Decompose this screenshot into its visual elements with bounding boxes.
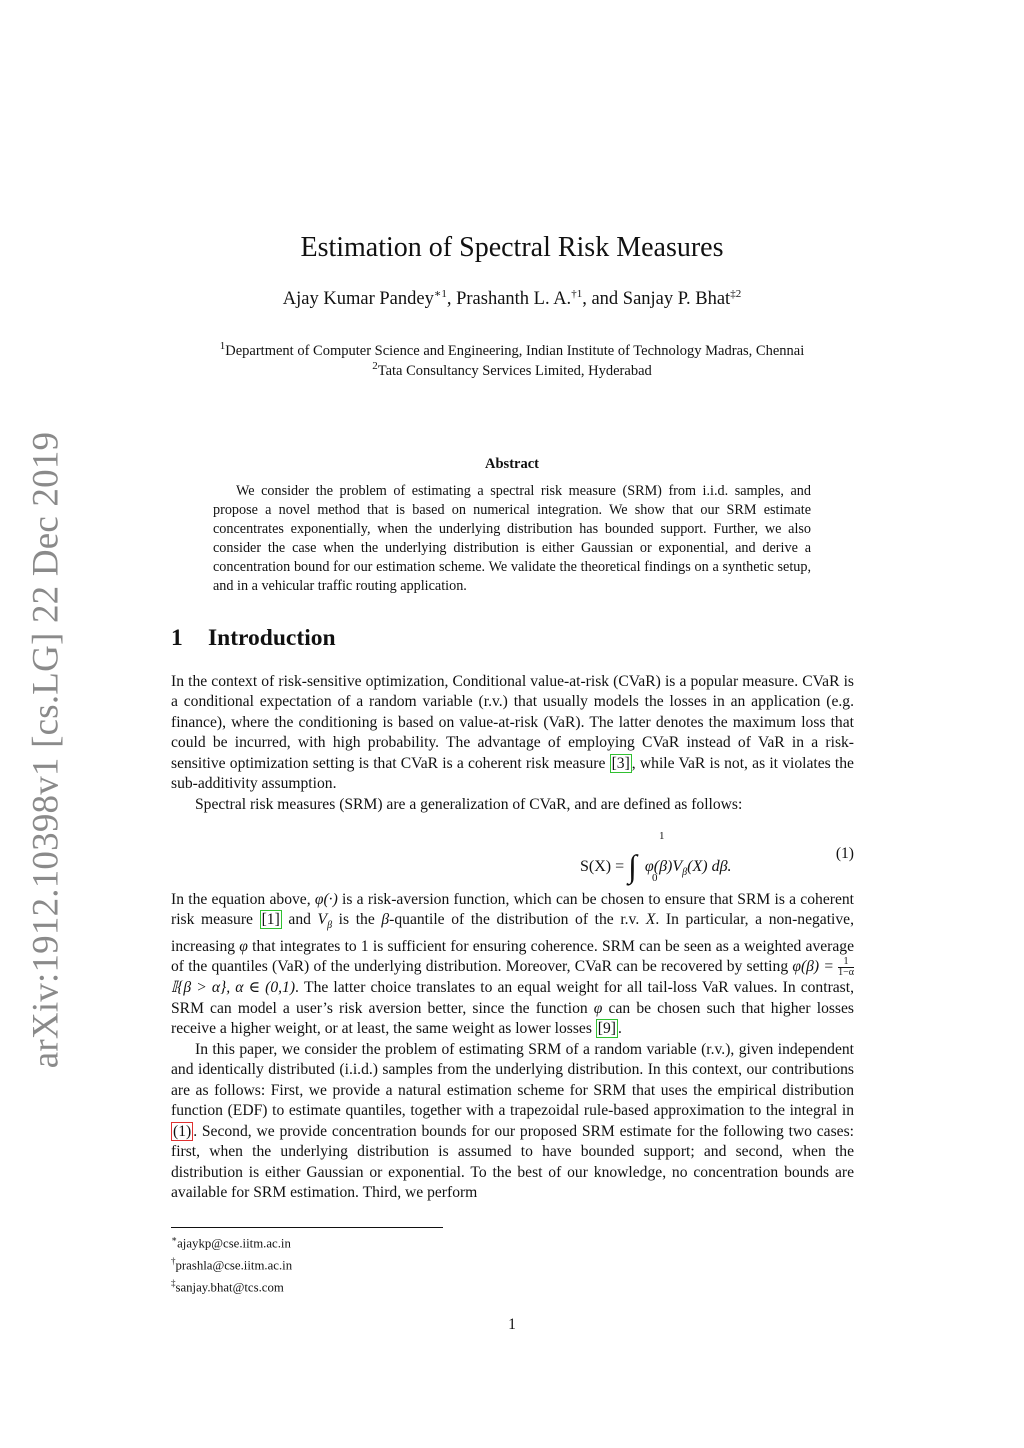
footnote-email: prashla@cse.iitm.ac.in: [175, 1258, 293, 1273]
math-inline: X: [645, 911, 656, 929]
affiliation-text: Tata Consultancy Services Limited, Hyderabad: [377, 363, 652, 379]
math-inline: V: [317, 911, 328, 929]
author-mark: ‡2: [730, 287, 742, 300]
paragraph-text: . The latter choice translates to an equal weight for all tail-loss VaR values. In contrast, SRM can model a user’s risk aversion better, since the function: [171, 979, 854, 1017]
author-list: [0, 289, 1024, 310]
math-inline: φ(·): [314, 891, 338, 908]
footnote: [171, 1275, 292, 1297]
footnote-email: sanjay.bhat@tcs.com: [175, 1279, 284, 1294]
paragraph-cvar: [171, 672, 854, 795]
affiliation-text: Department of Computer Science and Engineering, Indian Institute of Technology Madras, Chennai: [225, 343, 805, 359]
fraction-numerator: 1: [843, 956, 849, 968]
paper-title: Estimation of Spectral Risk Measures: [300, 232, 724, 263]
footnote-divider: [171, 1227, 443, 1228]
intro-body-top: [171, 672, 854, 815]
intro-body-bottom: [171, 890, 854, 1203]
paragraph-contributions: [171, 1040, 854, 1204]
author-separator: , and: [582, 289, 623, 309]
math-inline: φ(β) =: [792, 958, 839, 976]
section-number: 1: [171, 625, 183, 651]
paragraph-text: . Second, we provide concentration bounds for our proposed SRM estimate for the following two cases: first, when the underlying distribution is assumed to have bounded support; and second, when the distribution is either Gaussian or exponential. To the best of our knowledge, no concentration bounds are available for SRM estimation. Third, we perform: [171, 1122, 854, 1201]
author-name: Sanjay P. Bhat: [622, 289, 731, 309]
author-name: Ajay Kumar Pandey: [282, 289, 434, 309]
math-inline: 𝕀{β > α}, α ∈ (0,1): [171, 979, 296, 997]
footnotes: [171, 1231, 292, 1296]
paragraph-srm-definition: Spectral risk measures (SRM) are a generalization of CVaR, and are defined as follows:: [195, 795, 743, 813]
citation-link[interactable]: [1]: [261, 911, 280, 929]
paragraph-text: , while VaR is not, as it violates the sub-additivity assumption.: [171, 754, 854, 793]
paragraph-text: is the: [332, 911, 382, 929]
paragraph-risk-aversion: [171, 890, 854, 1040]
page-number: 1: [508, 1316, 516, 1333]
paragraph-text: In the equation above,: [171, 891, 315, 908]
equation-integrand-tail: (X) dβ.: [687, 858, 732, 875]
integral-sign: ∫: [628, 848, 637, 884]
footnote-mark: ‡: [171, 1277, 176, 1288]
integral-upper-limit: 1: [659, 830, 665, 842]
author-name: Prashanth L. A.: [456, 289, 572, 309]
author-mark: ∗1: [433, 287, 447, 300]
paragraph-text: In the context of risk-sensitive optimization, Conditional value-at-risk (CVaR) is a popular measure. CVaR is a conditional expectation of a random variable (r.v.) that usually models the losses in an application (e.g. finance), where the conditioning is based on value-at-risk (VaR). The latter denotes the maximum loss that could be incurred, with high probability. The advantage of employing CVaR instead of VaR in a risk-sensitive optimization setting is that CVaR is a coherent risk measure: [171, 673, 854, 772]
fraction-denominator: 1−α: [838, 967, 854, 979]
equation-srm: [171, 830, 854, 884]
paragraph-text: In this paper, we consider the problem of estimating SRM of a random variable (r.v.), given independent and identically distributed (i.i.d.) samples from the underlying distribution. In this context, our contributions are as follows: First, we provide a natural estimation scheme for SRM that uses the empirical distribution function (EDF) to estimate quantiles, together with a trapezoidal rule-based approximation to the integral in: [171, 1040, 854, 1120]
equation-reference-link[interactable]: (1): [173, 1122, 192, 1140]
paragraph-text: that integrates to 1 is sufficient for ensuring coherence. SRM can be seen as a weighted average of the quantiles (VaR) of the underlying distribution. Moreover, CVaR can be recovered by setting: [171, 938, 854, 976]
citation-link[interactable]: [3]: [611, 754, 630, 772]
affiliation-1: [0, 340, 1024, 360]
paragraph-text: . In particular, a non-negative, increasing: [171, 911, 855, 956]
equation-integrand-sub: β: [682, 867, 688, 879]
abstract-text: We consider the problem of estimating a spectral risk measure (SRM) from i.i.d. samples, and propose a novel method that is based on numerical integration. We show that our SRM estimate concentrates exponentially, when the underlying distribution has bounded support. Further, we also consider the case when the underlying distribution is either Gaussian or exponential, and derive a concentration bound for our estimation scheme. We validate the theoretical findings on a synthetic setup, and in a vehicular traffic routing application.: [213, 483, 811, 595]
paragraph-text: can be chosen such that higher losses receive a higher weight, or at least, the same weight as lower losses: [171, 999, 854, 1038]
author-mark: †1: [571, 287, 583, 300]
affiliation-mark: 2: [372, 360, 378, 373]
footnote-email: ajaykp@cse.iitm.ac.in: [177, 1236, 291, 1251]
paragraph-text: is a risk-aversion function, which can be chosen to ensure that SRM is a coherent risk measure: [171, 891, 854, 929]
arxiv-identifier-stamp: arXiv:1912.10398v1 [cs.LG] 22 Dec 2019: [25, 431, 67, 1069]
abstract-heading: Abstract: [485, 456, 539, 472]
integral-lower-limit: 0: [652, 872, 658, 884]
equation-integrand: φ(β)V: [644, 858, 683, 875]
equation-body: [580, 830, 732, 884]
author-separator: ,: [446, 289, 457, 309]
footnote: [171, 1231, 292, 1253]
math-subscript: β: [327, 920, 333, 932]
paragraph-text: .: [617, 1020, 622, 1038]
citation-link[interactable]: [9]: [597, 1020, 616, 1038]
affiliation-2: [0, 360, 1024, 380]
section-title: Introduction: [208, 625, 336, 651]
footnote: [171, 1253, 292, 1275]
math-inline: φ: [593, 999, 603, 1017]
paragraph-text: -quantile of the distribution of the r.v.: [389, 911, 646, 929]
math-inline: β: [381, 911, 390, 929]
affiliation-mark: 1: [219, 340, 226, 353]
section-heading: [171, 625, 336, 652]
equation-lhs: S(X) =: [580, 858, 629, 875]
footnote-mark: †: [171, 1255, 176, 1266]
math-inline: φ: [239, 938, 248, 956]
math-fraction: [838, 957, 854, 978]
equation-number: (1): [835, 845, 854, 862]
paragraph-text: and: [281, 911, 318, 929]
footnote-mark: ∗: [171, 1234, 178, 1244]
abstract-body: [213, 482, 811, 597]
